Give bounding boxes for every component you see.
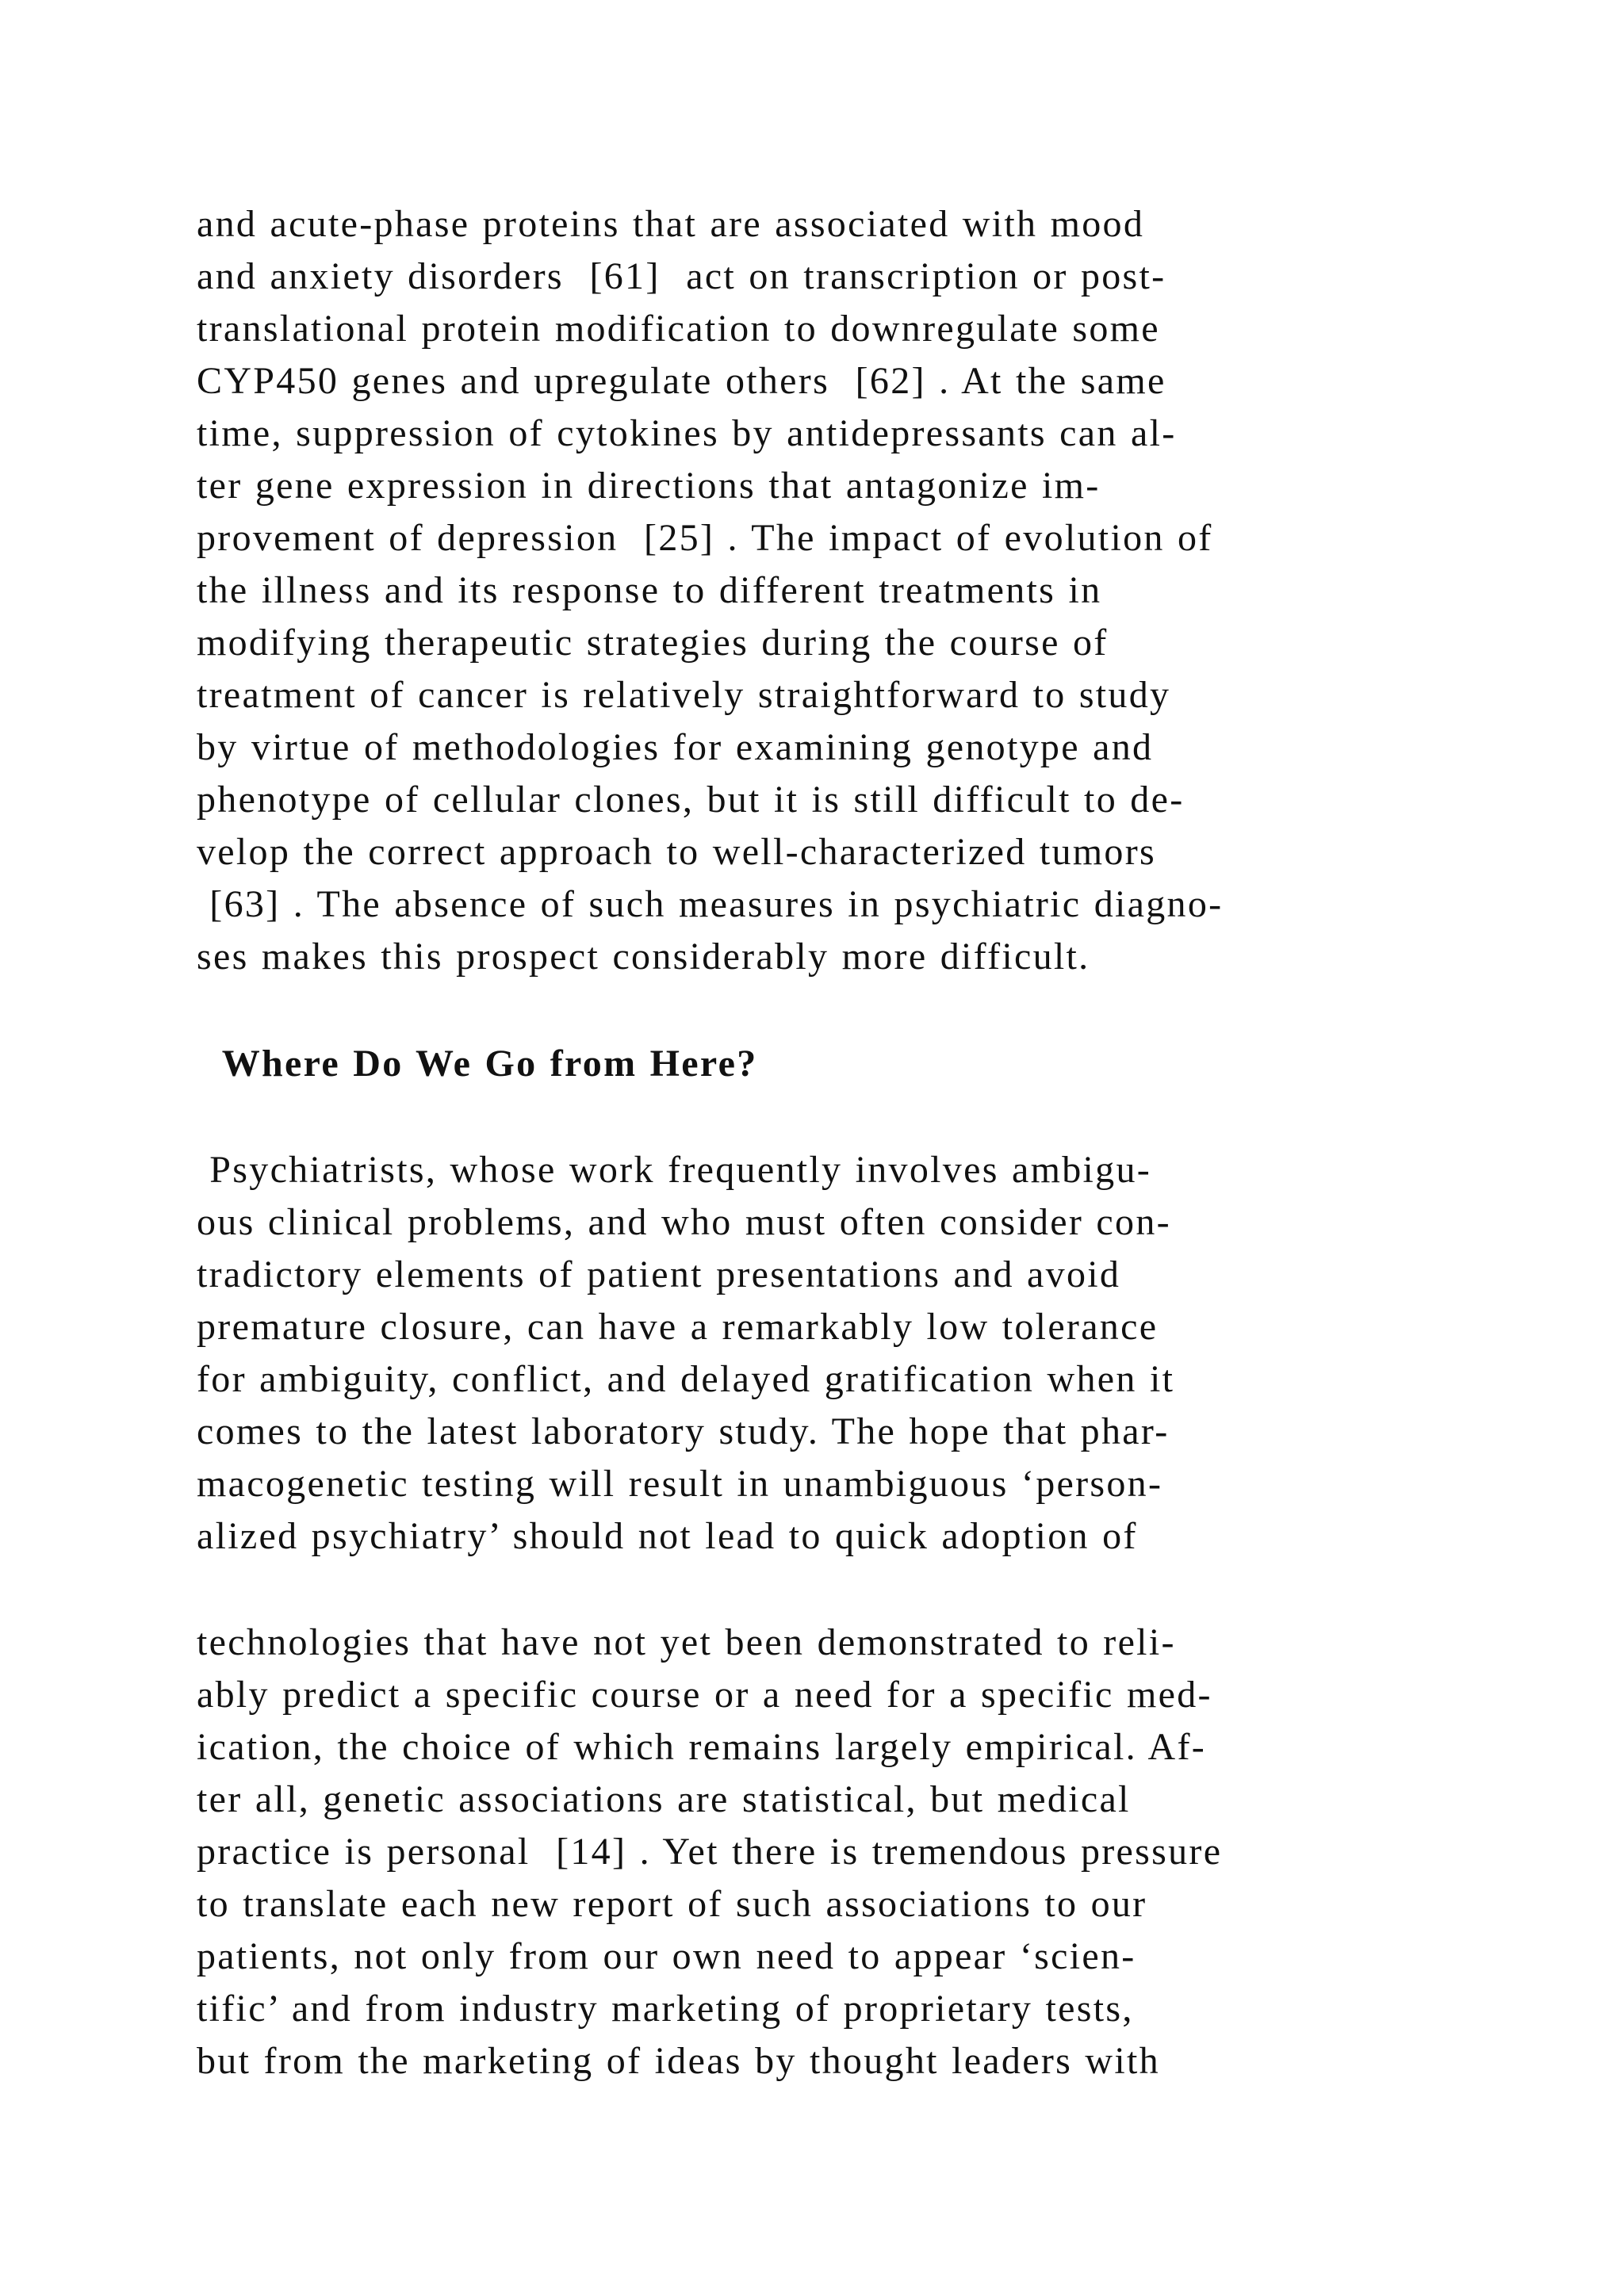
text-line: treatment of cancer is relatively straightforward to study	[197, 674, 1171, 716]
text-line: practice is personal [14] . Yet there is tremendous pressure	[197, 1831, 1223, 1873]
text-line: [63] . The absence of such measures in psychiatric diagno-	[197, 883, 1224, 925]
text-line: macogenetic testing will result in unambiguous ‘person-	[197, 1463, 1163, 1505]
text-line: phenotype of cellular clones, but it is still difficult to de-	[197, 779, 1185, 821]
text-line: Psychiatrists, whose work frequently involves ambigu-	[197, 1149, 1152, 1191]
text-line: ses makes this prospect considerably more difficult.	[197, 936, 1090, 978]
text-line: alized psychiatry’ should not lead to quick adoption of	[197, 1515, 1138, 1557]
text-line: CYP450 genes and upregulate others [62] . At the same	[197, 360, 1166, 402]
text-line: the illness and its response to different treatments in	[197, 569, 1102, 611]
text-line: tradictory elements of patient presentations and avoid	[197, 1253, 1121, 1295]
text-line: and anxiety disorders [61] act on transcription or post-	[197, 255, 1166, 297]
text-line: modifying therapeutic strategies during the course of	[197, 622, 1109, 664]
text-line: ter gene expression in directions that antagonize im-	[197, 465, 1101, 507]
text-line: translational protein modification to downregulate some	[197, 308, 1160, 350]
text-line: for ambiguity, conflict, and delayed gratification when it	[197, 1358, 1175, 1400]
section-heading: Where Do We Go from Here?	[197, 1043, 758, 1085]
text-line: ably predict a specific course or a need for a specific med-	[197, 1674, 1212, 1716]
text-line: time, suppression of cytokines by antidepressants can al-	[197, 412, 1177, 454]
text-line: but from the marketing of ideas by thought leaders with	[197, 2040, 1160, 2082]
text-line: by virtue of methodologies for examining genotype and	[197, 726, 1154, 768]
text-line: ication, the choice of which remains largely empirical. Af-	[197, 1726, 1207, 1768]
text-line: comes to the latest laboratory study. The hope that phar-	[197, 1410, 1170, 1452]
text-line: to translate each new report of such associations to our	[197, 1883, 1147, 1925]
text-line: patients, not only from our own need to appear ‘scien-	[197, 1935, 1136, 1977]
text-line: technologies that have not yet been demonstrated to reli-	[197, 1621, 1176, 1663]
text-line: provement of depression [25] . The impact of evolution of	[197, 517, 1213, 559]
text-line: tific’ and from industry marketing of proprietary tests,	[197, 1988, 1134, 2030]
text-line: ous clinical problems, and who must often consider con-	[197, 1201, 1171, 1243]
text-line: ter all, genetic associations are statistical, but medical	[197, 1778, 1131, 1820]
text-line: and acute-phase proteins that are associated with mood	[197, 203, 1145, 245]
text-line: velop the correct approach to well-characterized tumors	[197, 831, 1156, 873]
text-line: premature closure, can have a remarkably low tolerance	[197, 1306, 1159, 1348]
